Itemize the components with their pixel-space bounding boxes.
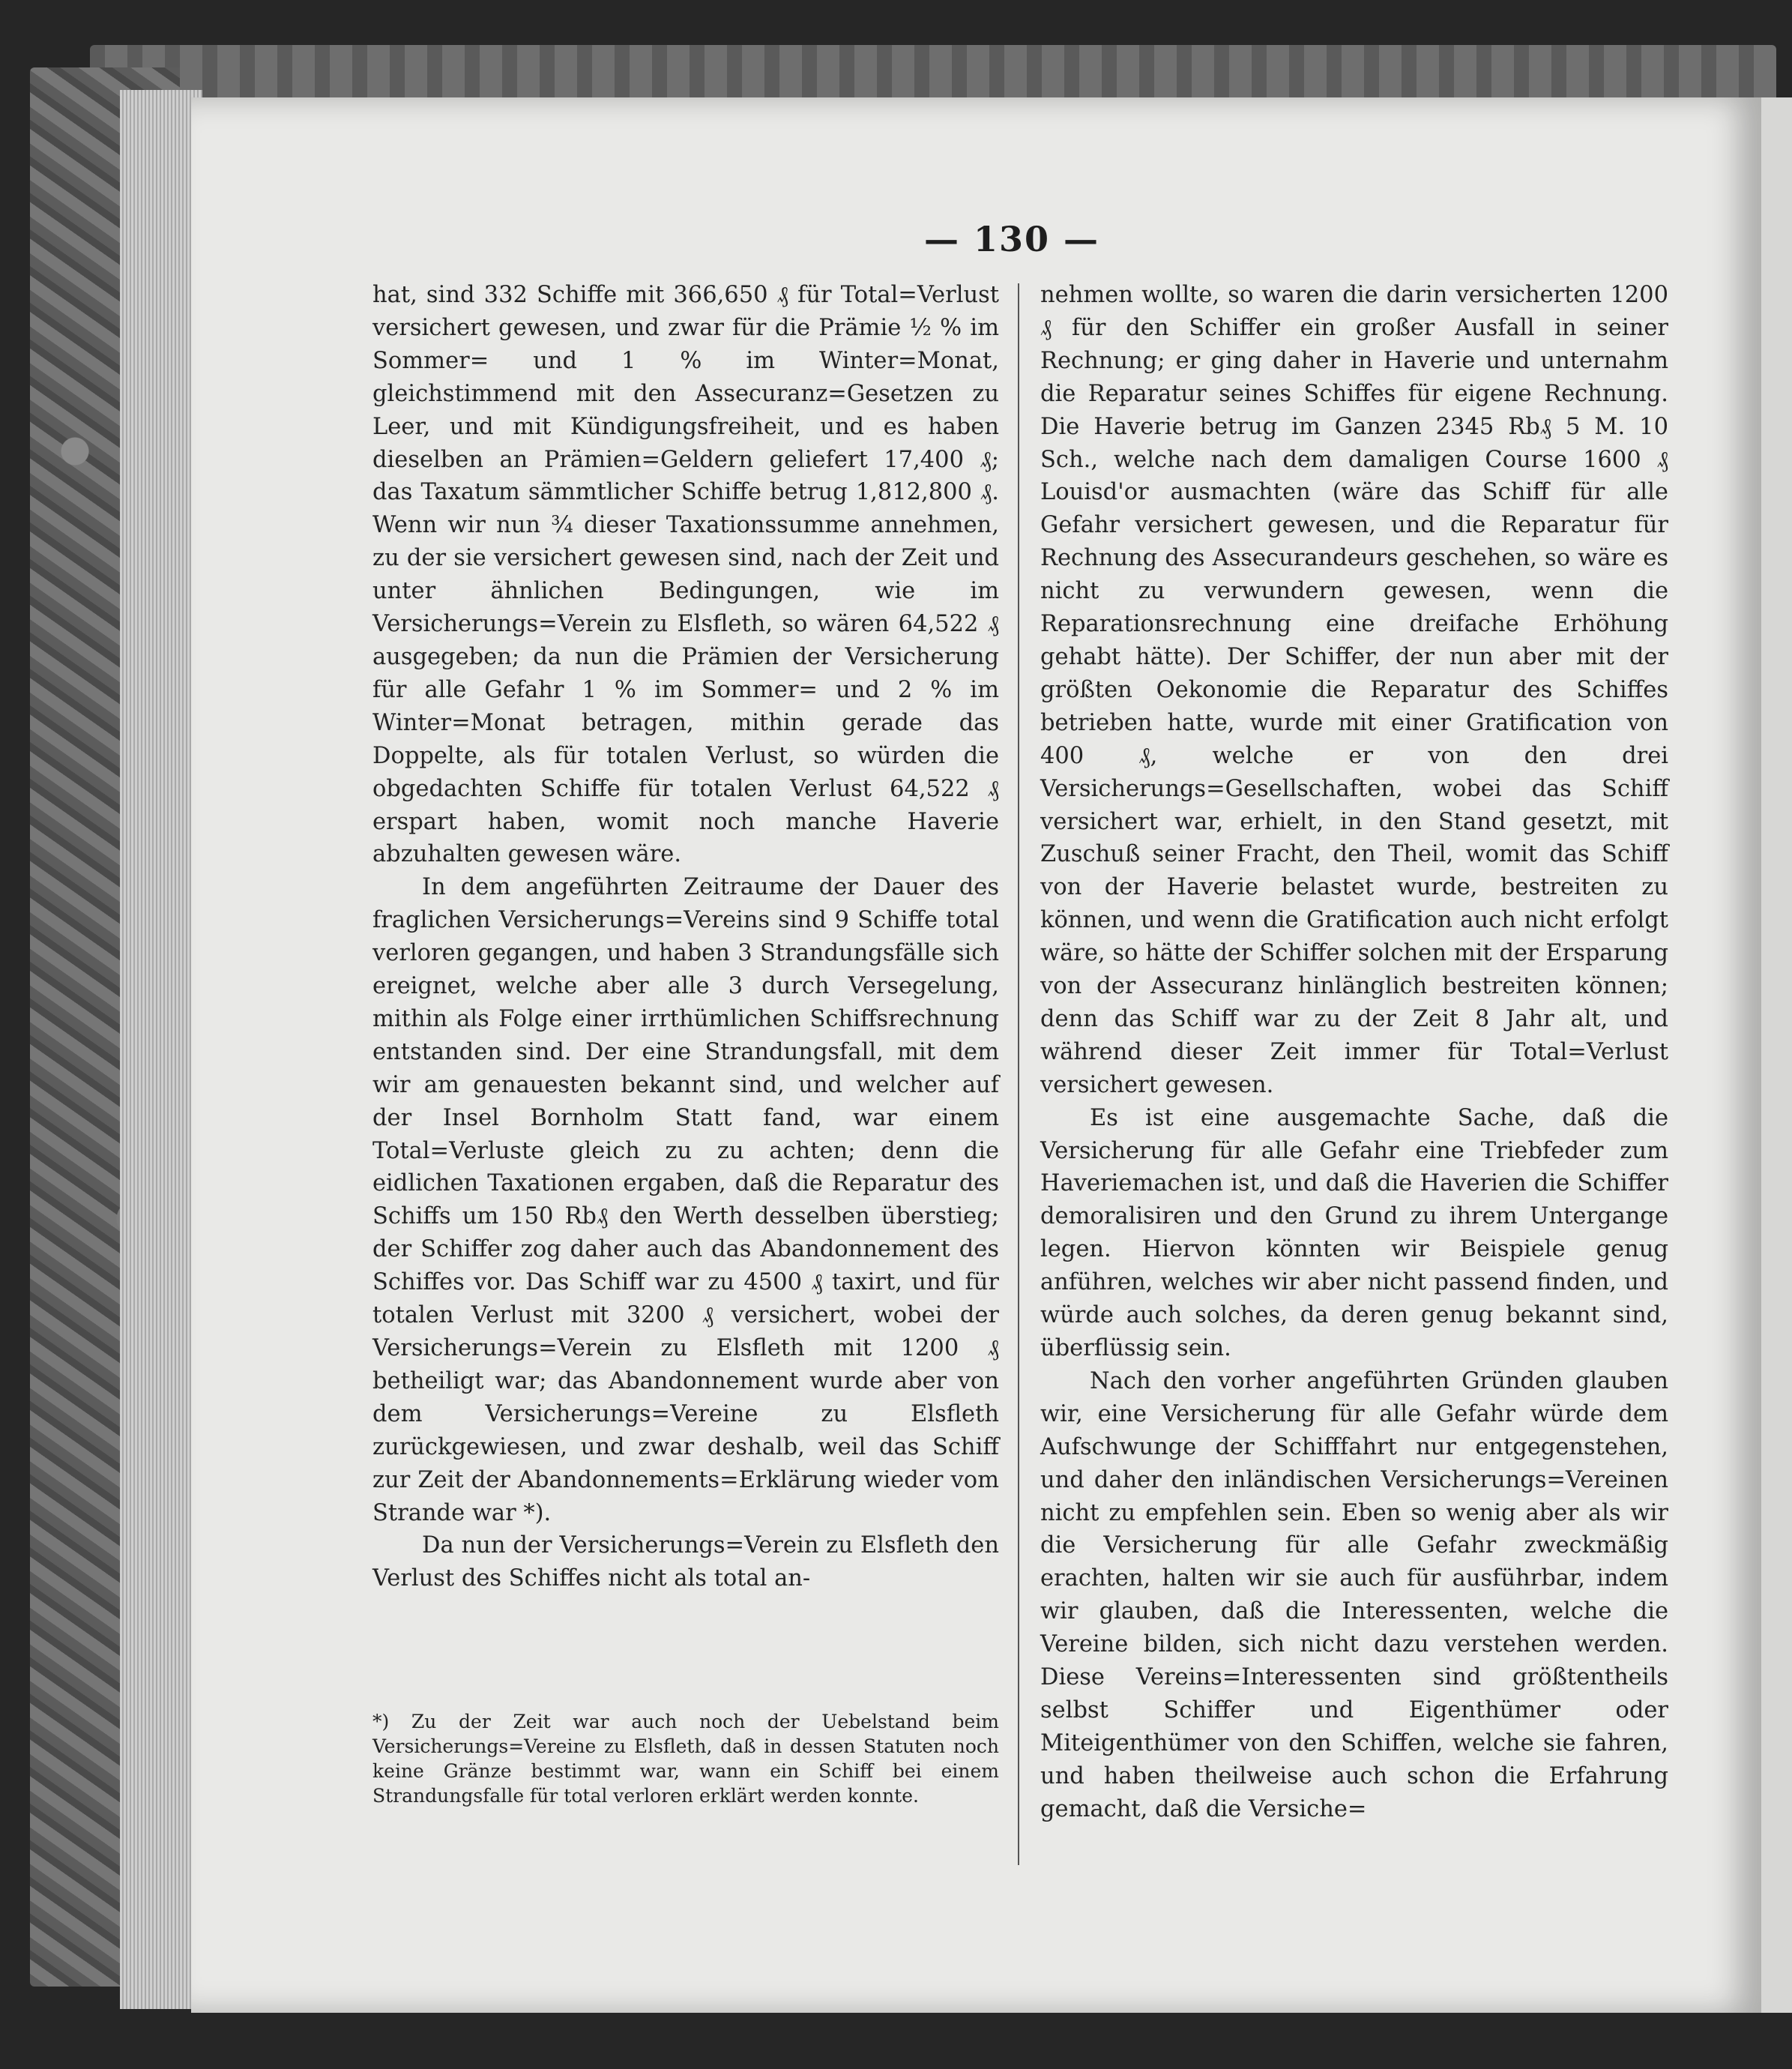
paragraph: Es ist eine ausgemachte Sache, daß die Versicherung für alle Gefahr eine Triebfeder zum Haveriemachen ist, und daß die Haverien die Schiffer demoralisiren und den Grund zu ihrem Untergange legen. Hiervon könnten wir Beispiele genug anführen, welches wir aber nicht passend finden, und würde auch solches, da deren genug bekannt sind, überflüssig sein. bbox=[1040, 1104, 1668, 1361]
facing-page-edge bbox=[1761, 97, 1792, 2013]
right-column bbox=[1040, 279, 1668, 1826]
paragraph: In dem angeführten Zeitraume der Dauer des fraglichen Versicherungs=Vereins sind 9 Schiffe total verloren gegangen, und haben 3 Strandungsfälle sich ereignet, welche aber alle 3 durch Versegelung, mithin als Folge einer irrthümlichen Schiffsrechnung entstanden sind. Der eine Strandungsfall, mit dem wir am genauesten bekannt sind, und welcher auf der Insel Bornholm Statt fand, war einem Total=Verluste gleich zu zu achten; denn die eidlichen Taxationen ergaben, daß die Reparatur des Schiffs um 150 Rb₰ den Werth desselben überstieg; der Schiffer zog daher auch das Abandonnement des Schiffes vor. Das Schiff war zu 4500 ₰ taxirt, und für totalen Verlust mit 3200 ₰ versichert, wobei der Versicherungs=Verein zu Elsfleth mit 1200 ₰ betheiligt war; das Abandonnement wurde aber von dem Versicherungs=Vereine zu Elsfleth zurückgewiesen, und zwar deshalb, weil das Schiff zur Zeit der Abandonnements=Erklärung wieder vom Strande war *). bbox=[372, 874, 999, 1526]
paragraph: nehmen wollte, so waren die darin versicherten 1200 ₰ für den Schiffer ein großer Ausfall in seiner Rechnung; er ging daher in Haverie und unternahm die Reparatur seines Schiffes für eigene Rechnung. Die Haverie betrug im Ganzen 2345 Rb₰ 5 M. 10 Sch., welche nach dem damaligen Course 1600 ₰ Louisd'or ausmachten (wäre das Schiff für alle Gefahr versichert gewesen, und die Reparatur für Rechnung des Assecurandeurs geschehen, so wäre es nicht zu verwundern gewesen, wenn die Reparationsrechnung eine dreifache Erhöhung gehabt hätte). Der Schiffer, der nun aber mit der größten Oekonomie die Reparatur des Schiffes betrieben hatte, wurde mit einer Gratification von 400 ₰, welche er von den drei Versicherungs=Gesellschaften, wobei das Schiff versichert war, erhielt, in den Stand gesetzt, mit Zuschuß seiner Fracht, den Theil, womit das Schiff von der Haverie belastet wurde, bestreiten zu können, und wenn die Gratification auch nicht erfolgt wäre, so hätte der Schiffer solchen mit der Ersparung von der Assecuranz hinlänglich bestreiten können; denn das Schiff war zu der Zeit 8 Jahr alt, und während dieser Zeit immer für Total=Verlust versichert gewesen. bbox=[1040, 282, 1668, 1098]
paragraph: Da nun der Versicherungs=Verein zu Elsfleth den Verlust des Schiffes nicht als total an- bbox=[372, 1532, 999, 1592]
page-number: — 130 — bbox=[923, 219, 1100, 259]
page-edges bbox=[120, 90, 202, 2009]
footnote: *) Zu der Zeit war auch noch der Uebelstand beim Versicherungs=Vereine zu Elsfleth, daß in dessen Statuten noch keine Gränze bestimmt war, wann ein Schiff bei einem Strandungsfalle für total verloren erklärt werden konnte. bbox=[372, 1711, 999, 1807]
left-column bbox=[372, 279, 999, 1595]
book-cover-top bbox=[90, 45, 1776, 105]
column-divider bbox=[1018, 283, 1019, 1865]
paragraph: Nach den vorher angeführten Gründen glauben wir, eine Versicherung für alle Gefahr würde dem Aufschwunge der Schifffahrt nur entgegenstehen, und daher den inländischen Versicherungs=Vereinen nicht zu empfehlen sein. Eben so wenig aber als wir die Versicherung für alle Gefahr zweckmäßig erachten, halten wir sie auch für ausführbar, indem wir glauben, daß die Interessenten, welche die Vereine bilden, sich nicht dazu verstehen werden. Diese Vereins=Interessenten sind größtentheils selbst Schiffer und Eigenthümer oder Miteigenthümer von den Schiffen, welche sie fahren, und haben theilweise auch schon die Erfahrung gemacht, daß die Versiche= bbox=[1040, 1367, 1668, 1822]
paragraph: hat, sind 332 Schiffe mit 366,650 ₰ für Total=Verlust versichert gewesen, und zwar für die Prämie ½ % im Sommer= und 1 % im Winter=Monat, gleichstimmend mit den Assecuranz=Gesetzen zu Leer, und mit Kündigungsfreiheit, und es haben dieselben an Prämien=Geldern geliefert 17,400 ₰; das Taxatum sämmtlicher Schiffe betrug 1,812,800 ₰. Wenn wir nun ¾ dieser Taxationssumme annehmen, zu der sie versichert gewesen sind, nach der Zeit und unter ähnlichen Bedingungen, wie im Versicherungs=Verein zu Elsfleth, so wären 64,522 ₰ ausgegeben; da nun die Prämien der Versicherung für alle Gefahr 1 % im Sommer= und 2 % im Winter=Monat betragen, mithin gerade das Doppelte, als für totalen Verlust, so würden die obgedachten Schiffe für totalen Verlust 64,522 ₰ erspart haben, womit noch manche Haverie abzuhalten gewesen wäre. bbox=[372, 282, 999, 868]
